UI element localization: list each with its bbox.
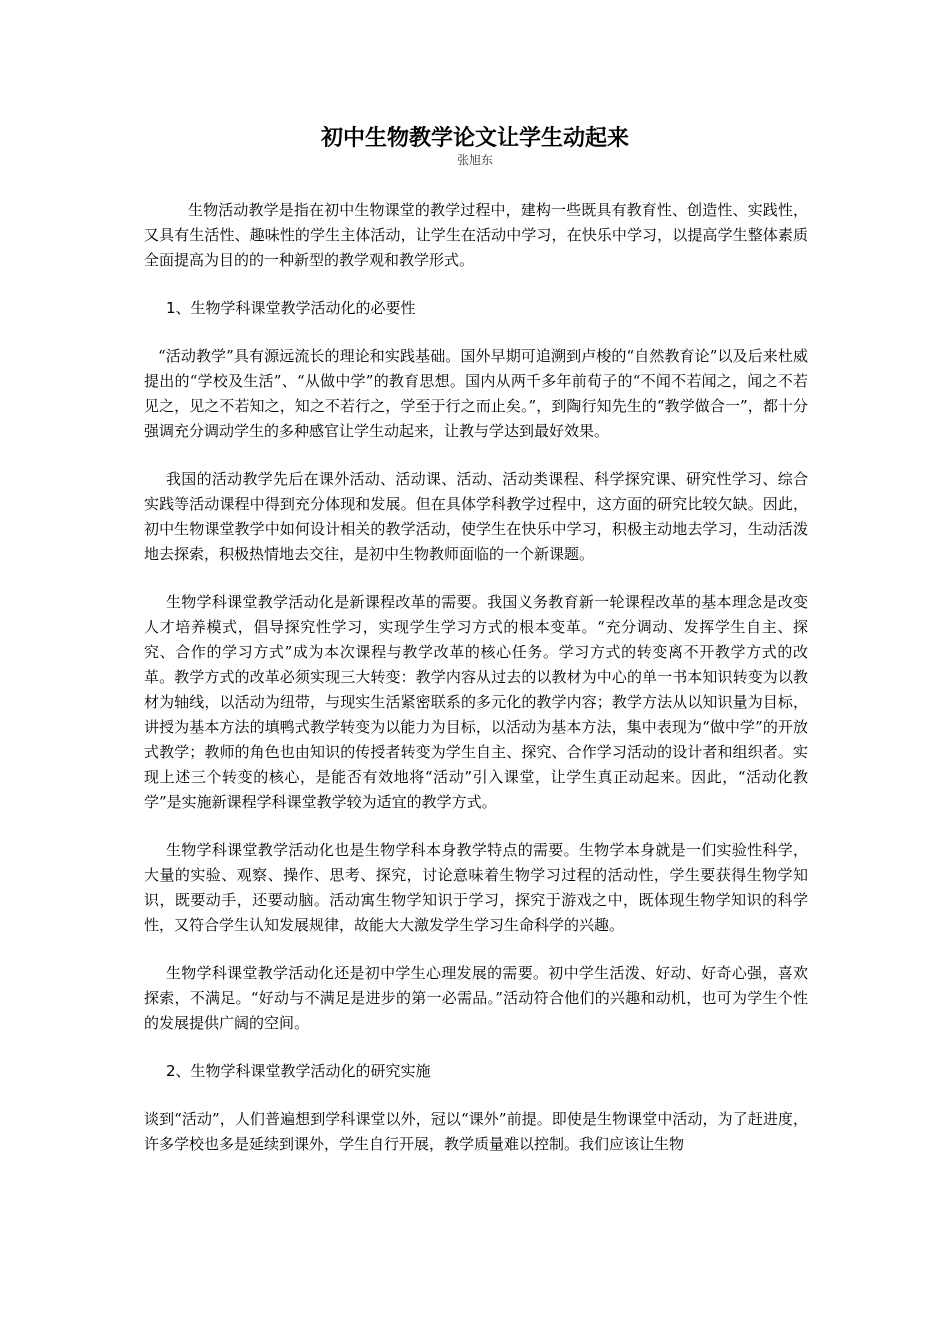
section-heading-2: 2、生物学科课堂教学活动化的研究实施 <box>166 1062 431 1080</box>
paragraph-domestic: 我国的活动教学先后在课外活动、活动课、活动、活动类课程、科学探究课、研究性学习、综合实践等活动课程中得到充分体现和发展。但在具体学科教学过程中，这方面的研究比较欠缺。因此，初中生物课堂教学中如何设计相关的教学活动，使学生在快乐中学习，积极主动地去学习，生动活泼地去探索，积极热情地去交往，是初中生物教师面临的一个新课题。 <box>144 470 808 563</box>
section-heading-1: 1、生物学科课堂教学活动化的必要性 <box>166 299 416 317</box>
paragraph-intro: 生物活动教学是指在初中生物课堂的教学过程中，建构一些既具有教育性、创造性、实践性，又具有生活性、趣味性的学生主体活动，让学生在活动中学习，在快乐中学习，以提高学生整体素质全面提高为目的的一种新型的教学观和教学形式。 <box>144 201 808 269</box>
paragraph-history: “活动教学”具有源远流长的理论和实践基础。国外早期可追溯到卢梭的“自然教育论”以及后来杜威提出的“学校及生活”、“从做中学”的教育思想。国内从两千多年前荀子的“不闻不若闻之，闻之不若见之，见之不若知之，知之不若行之，学至于行之而止矣。”，到陶行知先生的“教学做合一”，都十分强调充分调动学生的多种感官让学生动起来，让教与学达到最好效果。 <box>144 347 808 440</box>
document-title: 初中生物教学论文让学生动起来 <box>320 125 629 151</box>
document-author: 张旭东 <box>456 153 493 167</box>
paragraph-subject-features: 生物学科课堂教学活动化也是生物学科本身教学特点的需要。生物学本身就是一们实验性科学，大量的实验、观察、操作、思考、探究，讨论意味着生物学习过程的活动性，学生要获得生物学知识，既要动手，还要动脑。活动寓生物学知识于学习，探究于游戏之中，既体现生物学知识的科学性，又符合学生认知发展规律，故能大大激发学生学习生命科学的兴趣。 <box>144 841 808 934</box>
paragraph-activity: 谈到“活动”，人们普遍想到学科课堂以外，冠以“课外”前提。即使是生物课堂中活动，为了赶进度，许多学校也多是延续到课外，学生自行开展，教学质量难以控制。我们应该让生物 <box>144 1110 808 1153</box>
document-body <box>144 198 808 1180</box>
paragraph-curriculum-reform: 生物学科课堂教学活动化是新课程改革的需要。我国义务教育新一轮课程改革的基本理念是改变人才培养模式，倡导探究性学习，实现学生学习方式的根本变革。“充分调动、发挥学生自主、探究、合作的学习方式”成为本次课程与教学改革的核心任务。学习方式的转变离不开教学方式的改革。教学方式的改革必须实现三大转变：教学内容从过去的以教材为中心的单一书本知识转变为以教材为轴线，以活动为纽带，与现实生活紧密联系的多元化的教学内容；教学方法从以知识量为目标，讲授为基本方法的填鸭式教学转变为以能力为目标，以活动为基本方法，集中表现为“做中学”的开放式教学；教师的角色也由知识的传授者转变为学生自主、探究、合作学习活动的设计者和组织者。实现上述三个转变的核心，是能否有效地将“活动”引入课堂，让学生真正动起来。因此，“活动化教学”是实施新课程学科课堂教学较为适宜的教学方式。 <box>144 593 808 811</box>
paragraph-psychology: 生物学科课堂教学活动化还是初中学生心理发展的需要。初中学生活泼、好动、好奇心强，喜欢探索，不满足。“好动与不满足是进步的第一必需品。”活动符合他们的兴趣和动机，也可为学生个性的发展提供广阔的空间。 <box>144 964 808 1032</box>
